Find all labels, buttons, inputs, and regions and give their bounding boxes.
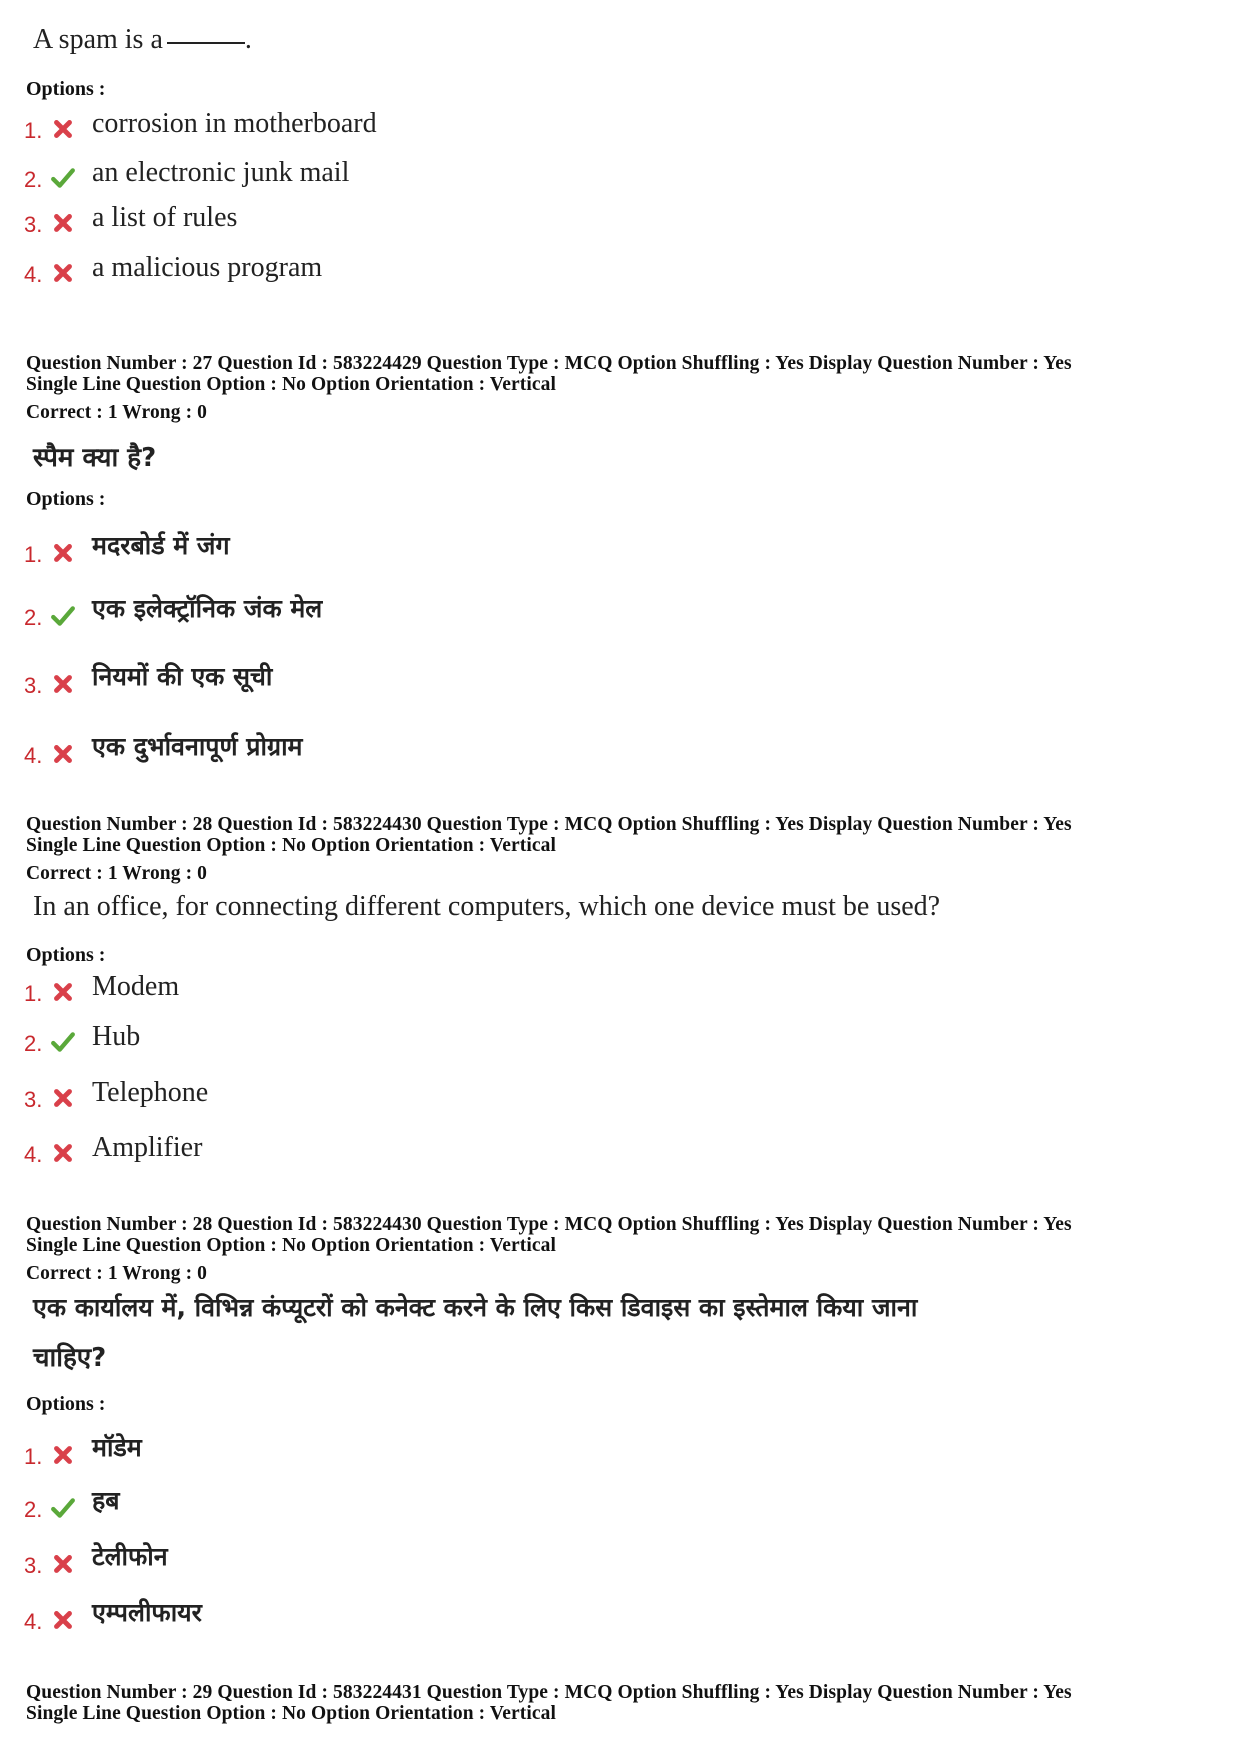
option-text: एम्पलीफायर: [92, 1598, 202, 1627]
option-number: 3.: [24, 673, 43, 698]
option-number: 2.: [24, 1497, 43, 1522]
option-number: 3.: [24, 212, 43, 237]
option-text: Hub: [92, 1021, 141, 1052]
score-line: Correct : 1 Wrong : 0: [26, 1263, 207, 1284]
option-text: a list of rules: [92, 202, 238, 233]
option-text: Telephone: [92, 1077, 209, 1108]
question-text-line2: चाहिए?: [33, 1343, 107, 1373]
option-number: 2.: [24, 167, 43, 192]
cross-icon: [50, 210, 76, 236]
option-number: 4.: [24, 1609, 43, 1634]
option-text: एक इलेक्ट्रॉनिक जंक मेल: [92, 594, 323, 623]
option-text: टेलीफोन: [92, 1542, 168, 1571]
question-meta-line2: Single Line Question Option : No Option Orientation : Vertical: [26, 1703, 557, 1724]
option-number: 1.: [24, 1444, 43, 1469]
question-meta-line1: Question Number : 27 Question Id : 583224429 Question Type : MCQ Option Shuffling : Yes Display Question Number : Yes: [26, 353, 1072, 374]
option-number: 4.: [24, 743, 43, 768]
score-line: Correct : 1 Wrong : 0: [26, 402, 207, 423]
cross-icon: [50, 1140, 76, 1166]
option-number: 1.: [24, 542, 43, 567]
option-number: 1.: [24, 981, 43, 1006]
options-label: Options :: [26, 488, 106, 510]
option-number: 2.: [24, 1031, 43, 1056]
option-text: एक दुर्भावनापूर्ण प्रोग्राम: [92, 732, 303, 761]
cross-icon: [50, 1607, 76, 1633]
question-meta-line2: Single Line Question Option : No Option Orientation : Vertical: [26, 1235, 557, 1256]
question-text: स्पैम क्या है?: [33, 443, 157, 473]
question-meta-line2: Single Line Question Option : No Option Orientation : Vertical: [26, 374, 557, 395]
option-text: corrosion in motherboard: [92, 108, 377, 139]
option-number: 4.: [24, 262, 43, 287]
options-label: Options :: [26, 1393, 106, 1415]
option-text: मदरबोर्ड में जंग: [92, 531, 230, 560]
cross-icon: [50, 1442, 76, 1468]
options-label: Options :: [26, 78, 106, 100]
option-text: हब: [92, 1486, 120, 1515]
check-icon: [50, 165, 76, 191]
check-icon: [50, 1495, 76, 1521]
score-line: Correct : 1 Wrong : 0: [26, 863, 207, 884]
option-number: 2.: [24, 605, 43, 630]
option-text: नियमों की एक सूची: [92, 662, 273, 691]
check-icon: [50, 1029, 76, 1055]
option-text: a malicious program: [92, 252, 323, 283]
cross-icon: [50, 260, 76, 286]
cross-icon: [50, 540, 76, 566]
check-icon: [50, 603, 76, 629]
cross-icon: [50, 979, 76, 1005]
cross-icon: [50, 741, 76, 767]
question-meta-line2: Single Line Question Option : No Option Orientation : Vertical: [26, 835, 557, 856]
question-text: In an office, for connecting different computers, which one device must be used?: [33, 891, 941, 922]
option-number: 4.: [24, 1142, 43, 1167]
question-meta-line1: Question Number : 29 Question Id : 583224431 Question Type : MCQ Option Shuffling : Yes Display Question Number : Yes: [26, 1682, 1072, 1703]
question-meta-line1: Question Number : 28 Question Id : 583224430 Question Type : MCQ Option Shuffling : Yes Display Question Number : Yes: [26, 814, 1072, 835]
option-text: an electronic junk mail: [92, 157, 350, 188]
cross-icon: [50, 1551, 76, 1577]
cross-icon: [50, 116, 76, 142]
question-text-line1: एक कार्यालय में, विभिन्न कंप्यूटरों को कनेक्ट करने के लिए किस डिवाइस का इस्तेमाल किया जाना: [33, 1293, 918, 1322]
cross-icon: [50, 671, 76, 697]
option-number: 1.: [24, 118, 43, 143]
question-meta-line1: Question Number : 28 Question Id : 583224430 Question Type : MCQ Option Shuffling : Yes Display Question Number : Yes: [26, 1214, 1072, 1235]
cross-icon: [50, 1085, 76, 1111]
option-number: 3.: [24, 1553, 43, 1578]
option-text: Amplifier: [92, 1132, 203, 1163]
options-label: Options :: [26, 944, 106, 966]
answer-blank: [167, 42, 245, 44]
option-text: Modem: [92, 971, 180, 1002]
question-text: A spam is a .: [33, 24, 252, 55]
option-number: 3.: [24, 1087, 43, 1112]
option-text: मॉडेम: [92, 1433, 142, 1462]
